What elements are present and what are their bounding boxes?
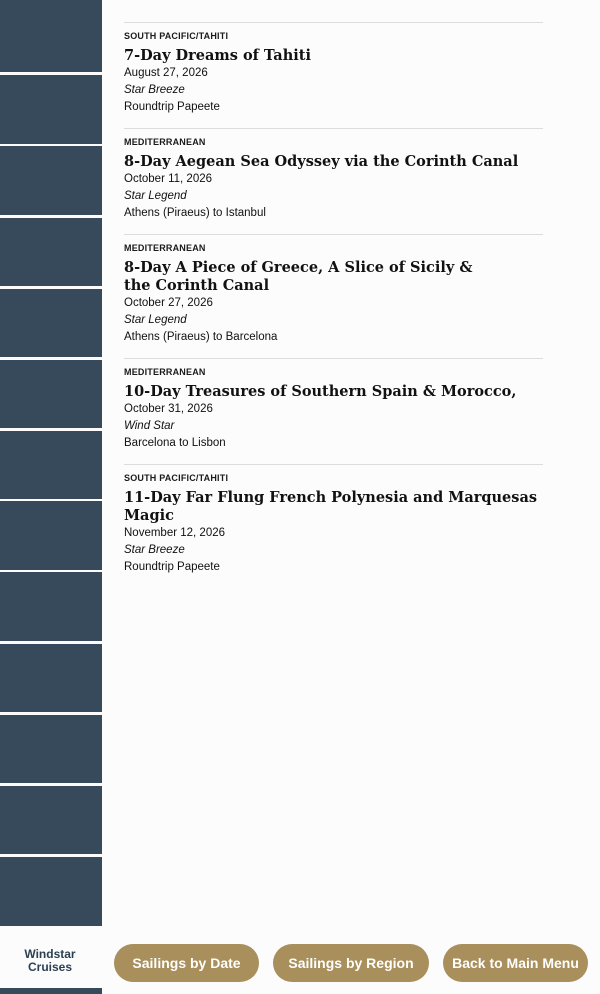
sidebar-tile[interactable] — [0, 715, 102, 783]
sailing-date: November 12, 2026 — [124, 527, 226, 539]
sailing-route: Athens (Piraeus) to Istanbul — [124, 207, 266, 219]
sailing-title[interactable]: 8-Day A Piece of Greece, A Slice of Sicily & the Corinth Canal — [124, 259, 473, 294]
sailing-title[interactable]: 7-Day Dreams of Tahiti — [124, 47, 311, 64]
sidebar-tile[interactable] — [0, 857, 102, 926]
brand-name-line2: Cruises — [27, 960, 73, 974]
sidebar-tile[interactable] — [0, 289, 102, 357]
sailing-region: SOUTH PACIFIC/TAHITI — [124, 473, 229, 483]
sailing-list — [124, 22, 543, 588]
sailing-ship: Star Breeze — [124, 84, 185, 96]
sailing-route: Barcelona to Lisbon — [124, 437, 226, 449]
sailing-title[interactable]: 8-Day Aegean Sea Odyssey via the Corinth Canal — [124, 153, 519, 170]
sailing-region: SOUTH PACIFIC/TAHITI — [124, 31, 229, 41]
sidebar-tile[interactable] — [0, 75, 102, 144]
sidebar-tile[interactable] — [0, 431, 102, 499]
sidebar-tile[interactable] — [0, 501, 102, 570]
sidebar-tile[interactable] — [0, 572, 102, 641]
sailing-date: October 31, 2026 — [124, 403, 213, 415]
sidebar-tile[interactable] — [0, 218, 102, 286]
sidebar-tile[interactable] — [0, 360, 102, 428]
sailing-ship: Star Legend — [124, 314, 187, 326]
sidebar-tile[interactable] — [0, 786, 102, 854]
sailing-title[interactable]: 11-Day Far Flung French Polynesia and Marquesas Magic — [124, 489, 538, 524]
sailing-route: Roundtrip Papeete — [124, 101, 220, 113]
sailing-item[interactable] — [124, 128, 543, 234]
sailing-ship: Star Breeze — [124, 544, 185, 556]
back-to-main-menu-button[interactable]: Back to Main Menu — [443, 944, 588, 982]
sidebar — [0, 0, 102, 926]
sailing-region: MEDITERRANEAN — [124, 367, 206, 377]
sidebar-tile[interactable] — [0, 0, 102, 72]
sailing-route: Athens (Piraeus) to Barcelona — [124, 331, 278, 343]
sailing-region: MEDITERRANEAN — [124, 243, 206, 253]
brand-name-line1: Windstar — [24, 947, 76, 961]
sailings-by-date-button[interactable]: Sailings by Date — [114, 944, 259, 982]
sailing-item[interactable] — [124, 22, 543, 128]
sailing-item[interactable] — [124, 234, 543, 358]
sailing-item[interactable] — [124, 358, 543, 464]
sidebar-tile[interactable] — [0, 644, 102, 712]
sailing-ship: Star Legend — [124, 190, 187, 202]
sailing-date: August 27, 2026 — [124, 67, 208, 79]
sailing-date: October 11, 2026 — [124, 173, 213, 185]
sailing-title[interactable]: 10-Day Treasures of Southern Spain & Morocco, — [124, 383, 517, 400]
sidebar-tile[interactable] — [0, 146, 102, 215]
sailing-route: Roundtrip Papeete — [124, 561, 220, 573]
sidebar-bottom-strip — [0, 988, 102, 994]
sailing-ship: Wind Star — [124, 420, 175, 432]
sailing-date: October 27, 2026 — [124, 297, 213, 309]
sailings-by-region-button[interactable]: Sailings by Region — [273, 944, 429, 982]
sailing-region: MEDITERRANEAN — [124, 137, 206, 147]
brand-logo — [0, 948, 100, 974]
sailing-item[interactable] — [124, 464, 543, 588]
